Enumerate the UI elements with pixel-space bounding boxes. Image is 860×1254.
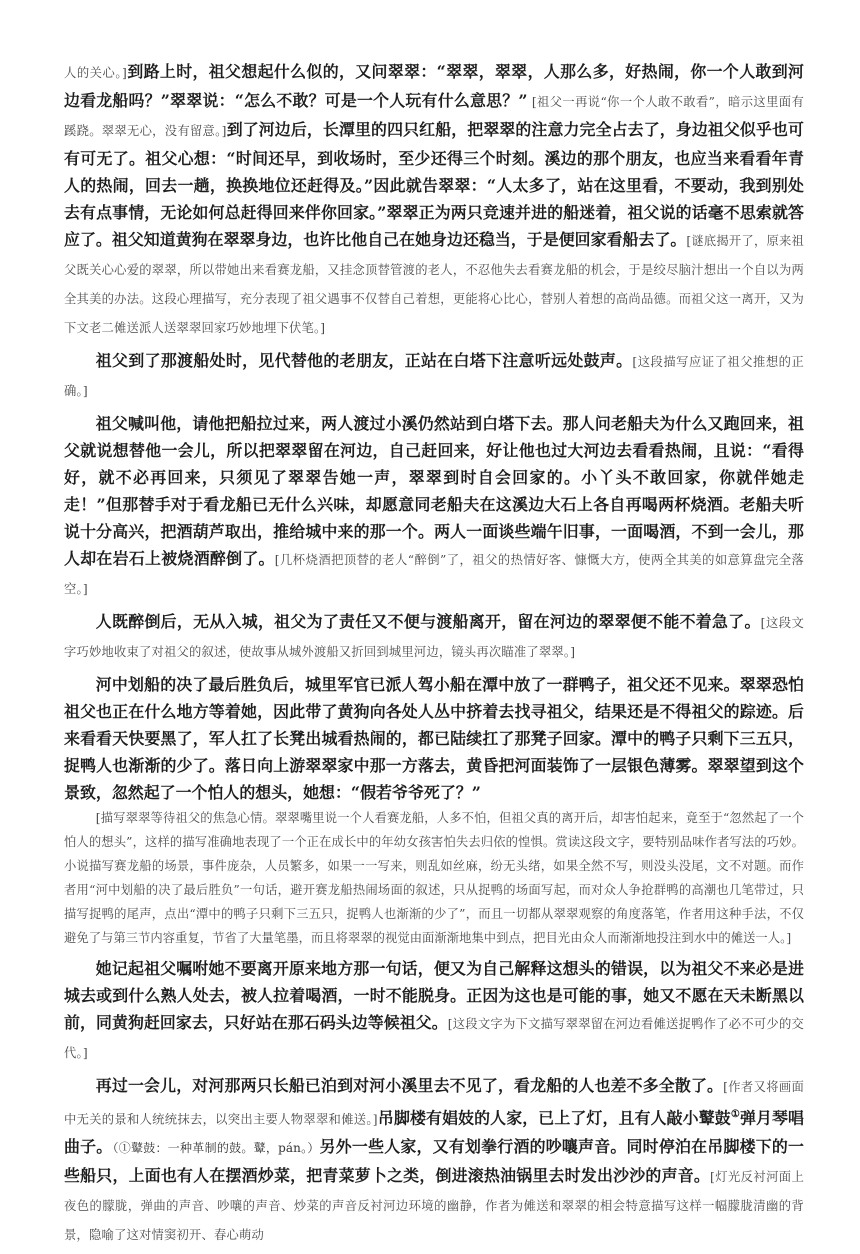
annotation: [祖父一再说“你一个人敢不敢看”，暗示这里面有蹊跷。翠翠无心，没有留意。] <box>64 95 804 138</box>
footnote: （①鼙鼓：一种革制的鼓。鼙，pán。） <box>112 1141 320 1156</box>
paragraph <box>64 1072 804 1249</box>
main-text: 再过一会儿，对河那两只长船已泊到对河小溪里去不见了，看龙船的人也差不多全散了。 <box>95 1076 724 1095</box>
document-page <box>64 58 804 1254</box>
annotation: 人的关心。] <box>64 66 128 80</box>
annotation: [几杯烧酒把顶替的老人“醉倒”了，祖父的热情好客、慷慨大方，使两全其美的如意算盘完全落空。] <box>64 553 804 596</box>
main-text: 人既醉倒后，无从入城，祖父为了责任又不便与渡船离开，留在河边的翠翠便不能不着急了。 <box>95 612 761 631</box>
annotation: [这段文字为下文描写翠翠留在河边看傩送捉鸭作了必不可少的交代。] <box>64 1017 804 1060</box>
main-text: 到了河边后，长潭里的四只红船，把翠翠的注意力完全占去了，身边祖父似乎也可有可无了。祖父心想：“时间还早，到收场时，至少还得三个时刻。溪边的那个朋友，也应当来看看年青人的热闹，回去一趟，换换地位还赶得及。”因此就告翠翠：“人太多了，站在这里看，不要动，我到别处去有点事情，无论如何总赶得回来伴你回家。”翠翠正为两只竞速并进的船迷着，祖父说的话毫不思索就答应了。祖父知道黄狗在翠翠身边，也许比他自己在她身边还稳当，于是便回家看船去了。 <box>64 120 804 249</box>
paragraph <box>64 955 804 1067</box>
annotation-block: [描写翠翠等待祖父的焦急心情。翠翠嘴里说一个人看赛龙船，人多不怕，但祖父真的离开后，却害怕起来，竟至于“忽然起了一个怕人的想头”，这样的描写准确地表现了一个正在成长中的年幼女孩害怕失去归依的惶惧。赏读这段文字，要特别品味作者写法的巧妙。小说描写赛龙船的场景，事件庞杂，人员繁多，如果一一写来，则乱如丝麻，纷无头绪，如果全然不写，则没头没尾，文不对题。而作者用“河中划船的决了最后胜负”一句话，避开赛龙船热闹场面的叙述，只从捉鸭的场面写起，而对众人争抢群鸭的高潮也几笔带过，只描写捉鸭的尾声，点出“潭中的鸭子只剩下三五只，捉鸭人也渐渐的少了”，而且一切都从翠翠观察的角度落笔，作者用这种手法，不仅避免了与第三节内容重复，节省了大量笔墨，而且将翠翠的视觉由面渐渐地集中到点，把目光由众人而渐渐地投注到水中的傩送一人。] <box>64 811 804 945</box>
paragraph <box>64 608 804 666</box>
main-text: 祖父喊叫他，请他把船拉过来，两人渡过小溪仍然站到白塔下去。那人问老船夫为什么又跑回来，祖父就说想替他一会儿，所以把翠翠留在河边，自己赶回来，好让他也过大河边去看看热闹，且说：“看得好，就不必再回来，只须见了翠翠告她一声，翠翠到时自会回家的。小丫头不敢回家，你就伴她走走！”但那替手对于看龙船已无什么兴味，却愿意同老船夫在这溪边大石上各自再喝两杯烧酒。老船夫听说十分高兴，把酒葫芦取出，推给城中来的那一个。两人一面谈些端午旧事，一面喝酒，不到一会儿，那人却在岩石上被烧酒醉倒了。 <box>64 414 804 568</box>
paragraph <box>64 58 804 342</box>
main-text: 她记起祖父嘱咐她不要离开原来地方那一句话，便又为自己解释这想头的错误，以为祖父不来必是进城去或到什么熟人处去，被人拉着喝酒，一时不能脱身。正因为这也是可能的事，她又不愿在天未断黑以前，同黄狗赶回家去，只好站在那石码头边等候祖父。 <box>64 959 804 1032</box>
main-text: 另外一些人家，又有划拳行酒的吵嚷声音。同时停泊在吊脚楼下的一些船只，上面也有人在摆酒炒菜，把青菜萝卜之类，倒进滚热油锅里去时发出沙沙的声音。 <box>64 1137 804 1186</box>
main-text: 河中划船的决了最后胜负后，城里军官已派人驾小船在潭中放了一群鸭子，祖父还不见来。翠翠恐怕祖父也正在什么地方等着她，因此带了黄狗向各处人丛中挤着去找寻祖父，结果还是不得祖父的踪迹。后来看看天快要黑了，军人扛了长凳出城看热闹的，都已陆续扛了那凳子回家。潭中的鸭子只剩下三五只，捉鸭人也渐渐的少了。落日向上游翠翠家中那一方落去，黄昏把河面装饰了一层银色薄雾。翠翠望到这个景致，忽然起了一个怕人的想头，她想：“假若爷爷死了？” <box>64 675 804 802</box>
annotation: [这段文字巧妙地收束了对祖父的叙述，使故事从城外渡船又折回到城里河边，镜头再次瞄准了翠翠。] <box>64 616 804 659</box>
annotation: [谜底揭开了，原来祖父既关心心爱的翠翠，所以带她出来看赛龙船，又挂念顶替管渡的老人，不忍他失去看赛龙船的机会，于是绞尽脑汁想出一个自以为两全其美的办法。这段心理描写，充分表现了祖父遇事不仅替自己着想，更能将心比心，替别人着想的高尚品德。而祖父这一离开，又为下文老二傩送派人送翠翠回家巧妙地埋下伏笔。] <box>64 234 804 335</box>
annotation: [作者又将画面中无关的景和人统统抹去，以突出主要人物翠翠和傩送。] <box>64 1080 804 1127</box>
main-text: 弹月琴唱曲子。 <box>64 1108 805 1157</box>
paragraph <box>64 671 804 950</box>
footnote-marker: ① <box>730 1109 740 1120</box>
annotation: [这段描写应证了祖父推想的正确。] <box>64 355 804 398</box>
main-text: 祖父到了那渡船处时，见代替他的老朋友，正站在白塔下注意听远处鼓声。 <box>95 351 633 370</box>
paragraph <box>64 410 804 603</box>
main-text: 到路上时，祖父想起什么似的，又问翠翠：“翠翠，翠翠，人那么多，好热闹，你一个人敢到河边看龙船吗？”翠翠说：“怎么不敢？可是一个人玩有什么意思？” <box>64 62 804 110</box>
annotation: [灯光反衬河面上夜色的朦胧，弹曲的声音、吵嚷的声音、炒菜的声音反衬河边环境的幽静，作者为傩送和翠翠的相会特意描写这样一幅朦胧清幽的背景，隐喻了这对情窦初开、春心萌动 <box>64 1170 804 1243</box>
paragraph <box>64 347 804 405</box>
main-text: 吊脚楼有娼妓的人家，已上了灯，且有人敲小鼙鼓 <box>377 1108 731 1128</box>
